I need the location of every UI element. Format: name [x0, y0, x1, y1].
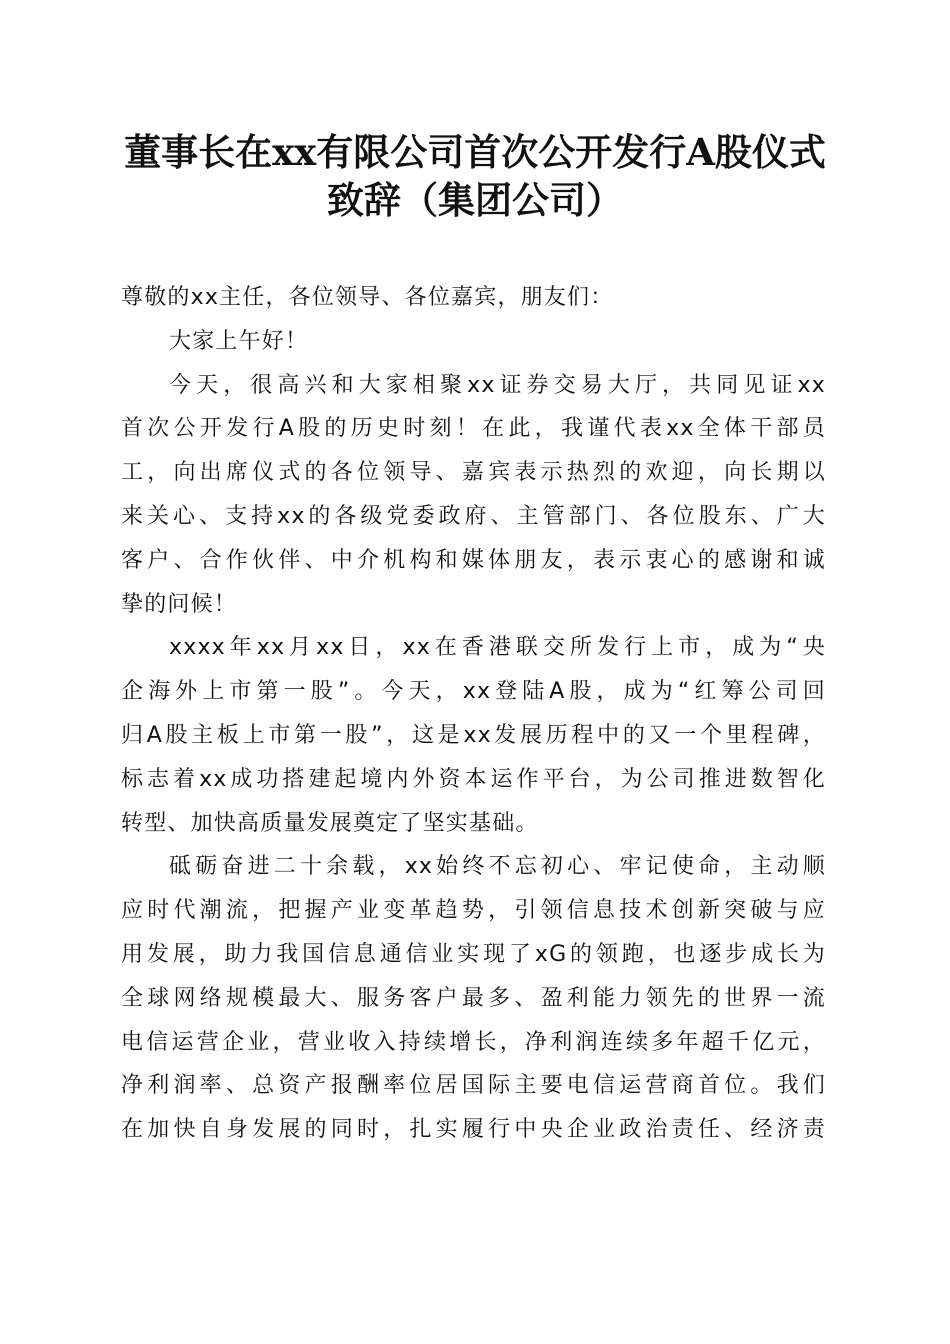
body-line: 应时代潮流，把握产业变革趋势，引领信息技术创新突破与应	[121, 898, 826, 924]
document-title	[100, 128, 850, 224]
body-line: 挚的问候！	[121, 591, 238, 617]
body-line: 砥砺奋进二十余载，xx始终不忘初心、牢记使命，主动顺	[169, 854, 826, 880]
body-line: xxxx年xx月xx日，xx在香港联交所发行上市，成为“央	[169, 635, 826, 661]
body-line: 尊敬的xx主任，各位领导、各位嘉宾，朋友们：	[121, 285, 614, 310]
body-line: 来关心、支持xx的各级党委政府、主管部门、各位股东、广大	[121, 503, 826, 529]
body-line: 今天，很高兴和大家相聚xx证券交易大厅，共同见证xx	[169, 372, 826, 398]
document-body	[121, 276, 826, 1152]
title-line-2: 致辞（集团公司）	[327, 178, 623, 222]
title-line-1: 董事长在xx有限公司首次公开发行A股仪式	[124, 130, 826, 174]
body-line: 用发展，助力我国信息通信业实现了xG的领跑，也逐步成长为	[121, 941, 826, 967]
body-line: 企海外上市第一股”。今天，xx登陆A股，成为“红筹公司回	[121, 679, 826, 705]
body-line: 首次公开发行A股的历史时刻！在此，我谨代表xx全体干部员	[121, 416, 826, 442]
body-line: 大家上午好！	[169, 328, 309, 354]
body-line: 转型、加快高质量发展奠定了坚实基础。	[121, 810, 539, 836]
body-line: 电信运营企业，营业收入持续增长，净利润连续多年超千亿元，	[121, 1029, 826, 1055]
body-line: 归A股主板上市第一股”，这是xx发展历程中的又一个里程碑，	[121, 722, 826, 748]
body-line: 净利润率、总资产报酬率位居国际主要电信运营商首位。我们	[121, 1073, 826, 1099]
body-line: 在加快自身发展的同时，扎实履行中央企业政治责任、经济责	[121, 1117, 826, 1143]
body-line: 工，向出席仪式的各位领导、嘉宾表示热烈的欢迎，向长期以	[121, 460, 826, 486]
body-line: 全球网络规模最大、服务客户最多、盈利能力领先的世界一流	[121, 985, 826, 1011]
body-line: 标志着xx成功搭建起境内外资本运作平台，为公司推进数智化	[121, 766, 826, 792]
body-line: 客户、合作伙伴、中介机构和媒体朋友，表示衷心的感谢和诚	[121, 547, 826, 573]
